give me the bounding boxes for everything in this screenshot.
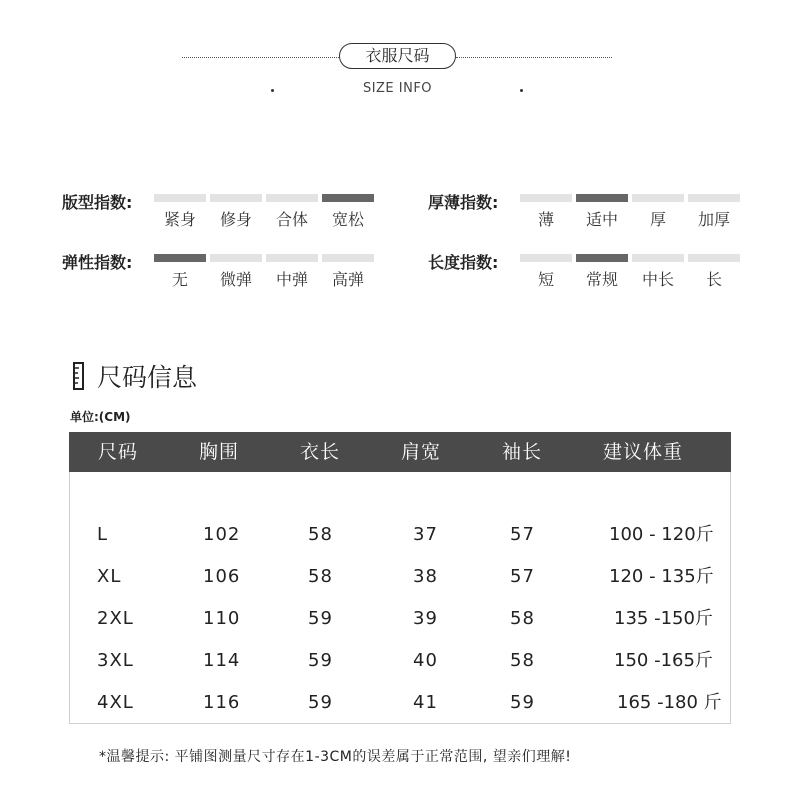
length-option-label: 中长: [641, 270, 674, 289]
cell-size: 4XL: [97, 692, 134, 713]
table-row: [69, 683, 731, 723]
thickness-option-bar: [576, 194, 628, 202]
fit-option: [266, 194, 318, 230]
thickness-option-label: 厚: [649, 210, 666, 229]
cell-chest: 106: [203, 566, 241, 587]
cell-shoulder: 38: [413, 566, 438, 587]
length-option-label: 长: [705, 270, 722, 289]
cell-size: L: [97, 524, 109, 545]
thickness-option-bar: [688, 194, 740, 202]
size-info-title: 尺码信息: [97, 363, 198, 392]
table-row: [69, 641, 731, 681]
fit-option-bar: [154, 194, 206, 202]
elasticity-option: [154, 254, 206, 290]
cell-length: 58: [308, 566, 333, 587]
cell-chest: 102: [203, 524, 241, 545]
table-row: [69, 557, 731, 597]
fit-index-scale: [154, 194, 374, 230]
cell-sleeve: 58: [510, 608, 535, 629]
cell-shoulder: 39: [413, 608, 438, 629]
fit-index-label: 版型指数:: [62, 193, 133, 212]
cell-weight: 135 -150斤: [614, 608, 713, 629]
length-option: [520, 254, 572, 290]
thickness-index-scale: [520, 194, 740, 230]
elasticity-option: [322, 254, 374, 290]
fit-option: [210, 194, 262, 230]
elasticity-option-label: 微弹: [219, 270, 252, 289]
length-index-label: 长度指数:: [428, 253, 499, 272]
section-title-pill: 衣服尺码: [339, 43, 456, 69]
length-option-bar: [688, 254, 740, 262]
elasticity-option: [210, 254, 262, 290]
elasticity-option: [266, 254, 318, 290]
cell-sleeve: 57: [510, 524, 535, 545]
length-option-bar: [576, 254, 628, 262]
cell-chest: 116: [203, 692, 241, 713]
decor-dot-left: [271, 89, 274, 92]
cell-weight: 150 -165斤: [614, 650, 713, 671]
cell-shoulder: 40: [413, 650, 438, 671]
cell-weight: 165 -180 斤: [617, 692, 722, 713]
thickness-option: [632, 194, 684, 230]
fit-option-bar: [266, 194, 318, 202]
fit-option: [322, 194, 374, 230]
table-row: [69, 599, 731, 639]
header-line-left: [182, 57, 339, 58]
column-header-chest: 胸围: [199, 441, 240, 463]
cell-weight: 100 - 120斤: [609, 524, 714, 545]
cell-size: XL: [97, 566, 122, 587]
fit-option-label: 合体: [275, 210, 308, 229]
length-option-label: 常规: [585, 270, 618, 289]
length-option: [576, 254, 628, 290]
fit-option-label: 宽松: [331, 210, 364, 229]
cell-length: 59: [308, 608, 333, 629]
length-option: [688, 254, 740, 290]
column-header-weight: 建议体重: [603, 441, 684, 463]
thickness-option-bar: [520, 194, 572, 202]
elasticity-index-label: 弹性指数:: [62, 253, 133, 272]
elasticity-option-label: 中弹: [275, 270, 308, 289]
cell-sleeve: 57: [510, 566, 535, 587]
ruler-icon: [73, 362, 84, 390]
header-line-right: [456, 57, 612, 58]
thickness-index-label: 厚薄指数:: [428, 193, 499, 212]
section-subtitle: SIZE INFO: [362, 81, 433, 96]
cell-length: 59: [308, 692, 333, 713]
column-header-sleeve: 袖长: [502, 441, 543, 463]
elasticity-option-bar: [154, 254, 206, 262]
fit-option-label: 修身: [219, 210, 252, 229]
cell-length: 58: [308, 524, 333, 545]
cell-sleeve: 58: [510, 650, 535, 671]
column-header-shoulder: 肩宽: [401, 441, 442, 463]
length-option: [632, 254, 684, 290]
fit-option-label: 紧身: [163, 210, 196, 229]
cell-chest: 110: [203, 608, 241, 629]
thickness-option-label: 加厚: [697, 210, 730, 229]
fit-option: [154, 194, 206, 230]
size-table-header: [69, 432, 731, 472]
table-row: [69, 515, 731, 555]
elasticity-option-bar: [210, 254, 262, 262]
cell-shoulder: 41: [413, 692, 438, 713]
cell-shoulder: 37: [413, 524, 438, 545]
fit-option-bar: [322, 194, 374, 202]
elasticity-option-bar: [266, 254, 318, 262]
elasticity-option-label: 无: [171, 270, 188, 289]
cell-sleeve: 59: [510, 692, 535, 713]
thickness-option-label: 薄: [537, 210, 554, 229]
fit-option-bar: [210, 194, 262, 202]
elasticity-index-scale: [154, 254, 374, 290]
thickness-option: [688, 194, 740, 230]
cell-chest: 114: [203, 650, 241, 671]
cell-size: 3XL: [97, 650, 134, 671]
thickness-option-bar: [632, 194, 684, 202]
decor-dot-right: [520, 89, 523, 92]
measurement-note: *温馨提示: 平铺图测量尺寸存在1-3CM的误差属于正常范围, 望亲们理解!: [99, 749, 572, 765]
cell-weight: 120 - 135斤: [609, 566, 714, 587]
column-header-size: 尺码: [98, 441, 139, 463]
cell-size: 2XL: [97, 608, 134, 629]
thickness-option: [520, 194, 572, 230]
length-option-bar: [632, 254, 684, 262]
elasticity-option-label: 高弹: [331, 270, 364, 289]
column-header-length: 衣长: [300, 441, 341, 463]
length-option-label: 短: [537, 270, 554, 289]
length-option-bar: [520, 254, 572, 262]
thickness-option-label: 适中: [585, 210, 618, 229]
cell-length: 59: [308, 650, 333, 671]
elasticity-option-bar: [322, 254, 374, 262]
length-index-scale: [520, 254, 740, 290]
unit-label: 单位:(CM): [70, 410, 131, 424]
thickness-option: [576, 194, 628, 230]
